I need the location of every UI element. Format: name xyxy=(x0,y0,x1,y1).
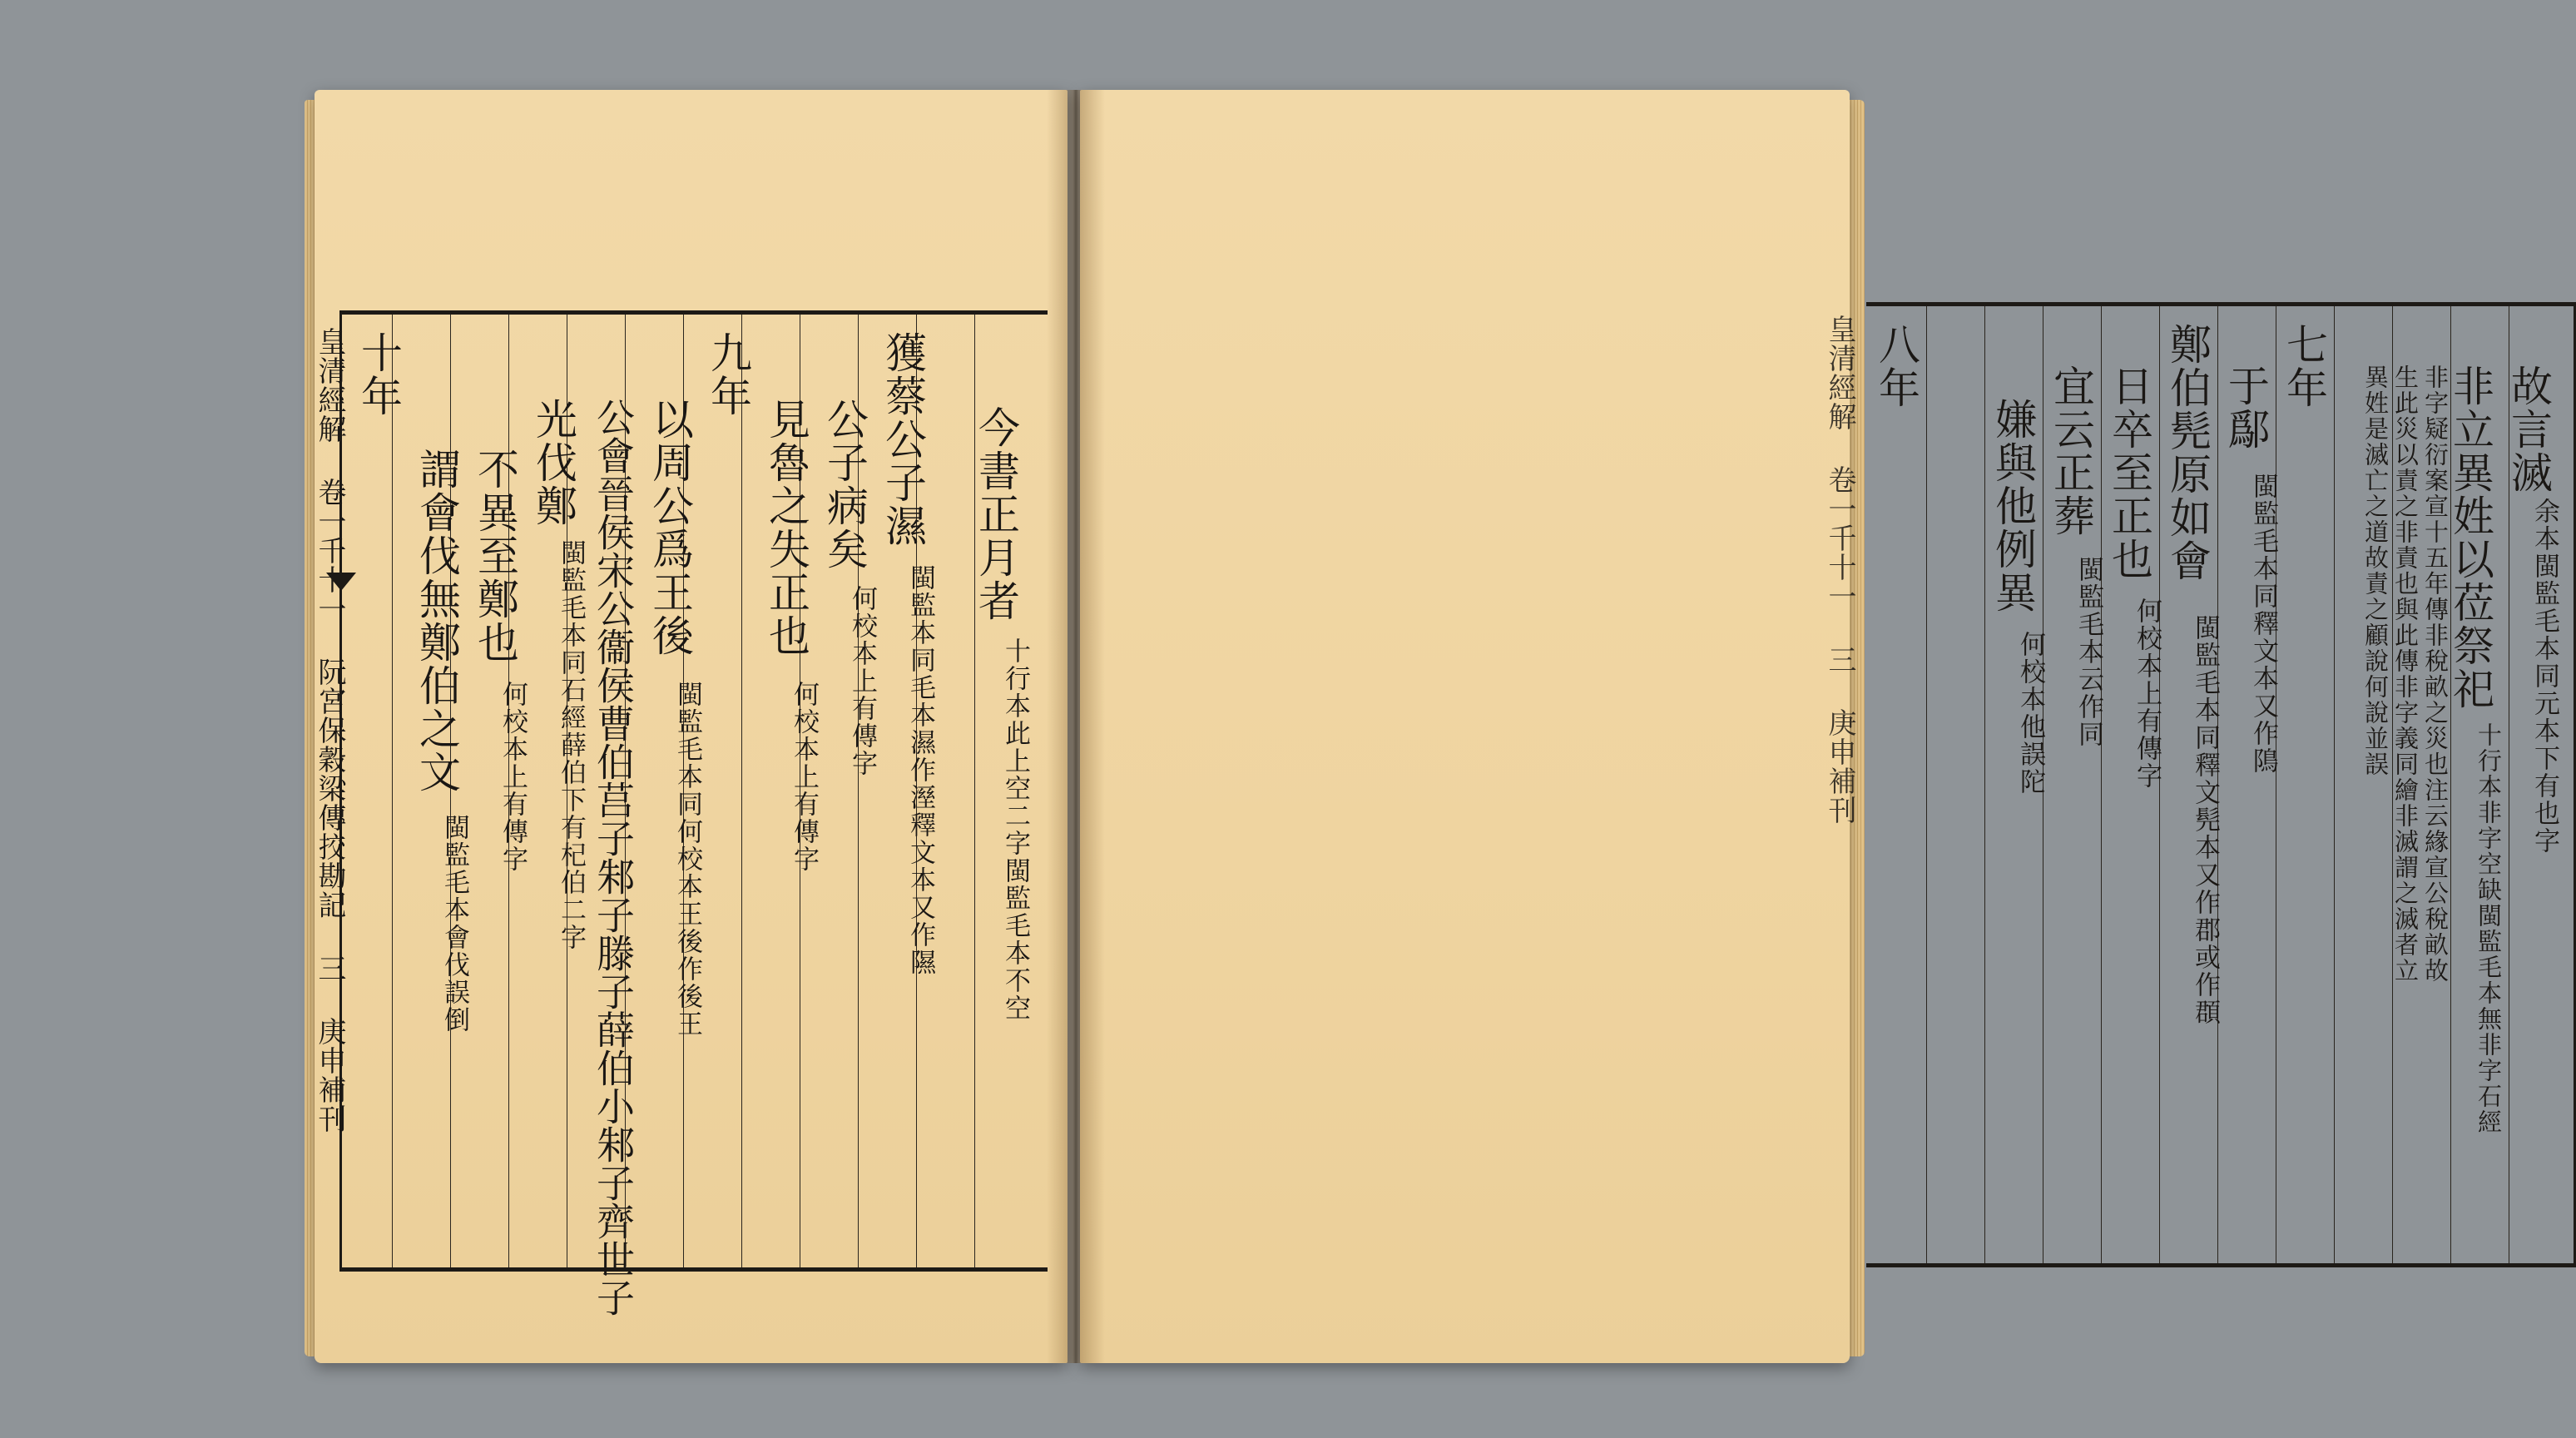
text-column-main: 公子病矣 xyxy=(820,398,869,571)
text-column-main: 獲蔡公子濕 xyxy=(879,331,927,548)
text-column-main: 七年 xyxy=(2280,323,2328,409)
column-rule xyxy=(2334,306,2335,1263)
text-column-main: 宜云正葬 xyxy=(2047,364,2095,538)
text-column-note: 余本閩監毛本同元本下有也字 xyxy=(2529,498,2559,855)
text-column-note: 閩監毛本會伐誤倒 xyxy=(439,814,469,1034)
text-column-note: 非字疑衍案宣十五年傳非稅畝之災也注云緣宣公稅畝故 xyxy=(2421,364,2450,984)
fish-tail-mark xyxy=(326,573,356,591)
text-column-main: 故言滅 xyxy=(2504,364,2553,494)
text-column-note: 何校本上有傳字 xyxy=(789,681,819,873)
text-column-main: 日卒至正也 xyxy=(2105,364,2153,581)
text-column-note: 閩監本同毛本濕作溼釋文本又作隰 xyxy=(905,564,935,976)
text-column-note: 閩監毛本同石經薛伯下有杞伯二字 xyxy=(556,539,586,951)
text-column-main: 八年 xyxy=(1872,323,1920,409)
text-column-main: 十年 xyxy=(354,331,403,418)
text-column-main: 謂會伐無鄭伯之文 xyxy=(413,448,461,794)
text-column-main: 今書正月者 xyxy=(972,406,1020,622)
column-rule xyxy=(392,315,393,1267)
column-rule xyxy=(2101,306,2102,1263)
left-page xyxy=(315,90,1068,1363)
column-rule xyxy=(1926,306,1927,1263)
text-column-note: 何校本上有傳字 xyxy=(498,681,528,873)
text-column-note: 何校本上有傳字 xyxy=(847,585,877,777)
left-text-frame xyxy=(339,310,1048,1317)
right-text-frame xyxy=(1866,302,2576,1267)
right-margin-title: 皇清經解 卷一千十一 三 庚申補刊 xyxy=(1823,315,1856,825)
right-page xyxy=(1080,90,2559,1363)
text-column-main: 嫌與他例異 xyxy=(1989,398,2037,614)
text-column-main: 九年 xyxy=(704,331,752,418)
text-column-main: 光伐鄭 xyxy=(529,398,577,528)
book-gutter xyxy=(1047,90,1105,1363)
text-column-note: 生此災以責之非責也與此傳非字義同繪非滅謂之滅者立 xyxy=(2391,364,2420,984)
text-column-note: 異姓是滅亡之道故責之顧說何說並誤 xyxy=(2361,364,2390,777)
text-column-main: 公會晉侯宋公衞侯曹伯莒子邾子滕子薛伯小邾子齊世子 xyxy=(591,398,636,1317)
column-rule xyxy=(1984,306,1985,1263)
text-column-note: 閩監毛本同釋文髡本又作郡或作頵 xyxy=(2190,614,2220,1026)
text-column-note: 閩監毛本同何校本王後作後王 xyxy=(672,681,702,1038)
text-column-note: 閩監毛本同釋文本又作隝 xyxy=(2248,473,2278,775)
text-column-main: 于鄬 xyxy=(2222,364,2270,451)
column-rule xyxy=(741,315,742,1267)
open-book xyxy=(313,90,2559,1363)
text-column-main: 非立異姓以莅祭祀 xyxy=(2446,364,2494,711)
text-column-main: 以周公爲王後 xyxy=(646,398,694,657)
text-column-main: 見魯之失正也 xyxy=(762,398,810,657)
text-column-main: 鄭伯髡原如會 xyxy=(2163,323,2212,583)
text-column-note: 十行本此上空二字閩監毛本不空 xyxy=(1000,637,1030,1022)
left-margin-title: 皇清經解 卷一千十一 阮宮保穀梁傳挍勘記 三 庚申補刊 xyxy=(313,327,346,1133)
text-column-note: 何校本他誤陀 xyxy=(2015,631,2045,796)
text-column-main: 不異至鄭也 xyxy=(471,448,519,664)
text-column-note: 十行本非字空缺閩監毛本無非字石經 xyxy=(2474,722,2503,1135)
text-column-note: 閩監毛本云作同 xyxy=(2073,556,2103,748)
text-column-note: 何校本上有傳字 xyxy=(2132,598,2162,790)
